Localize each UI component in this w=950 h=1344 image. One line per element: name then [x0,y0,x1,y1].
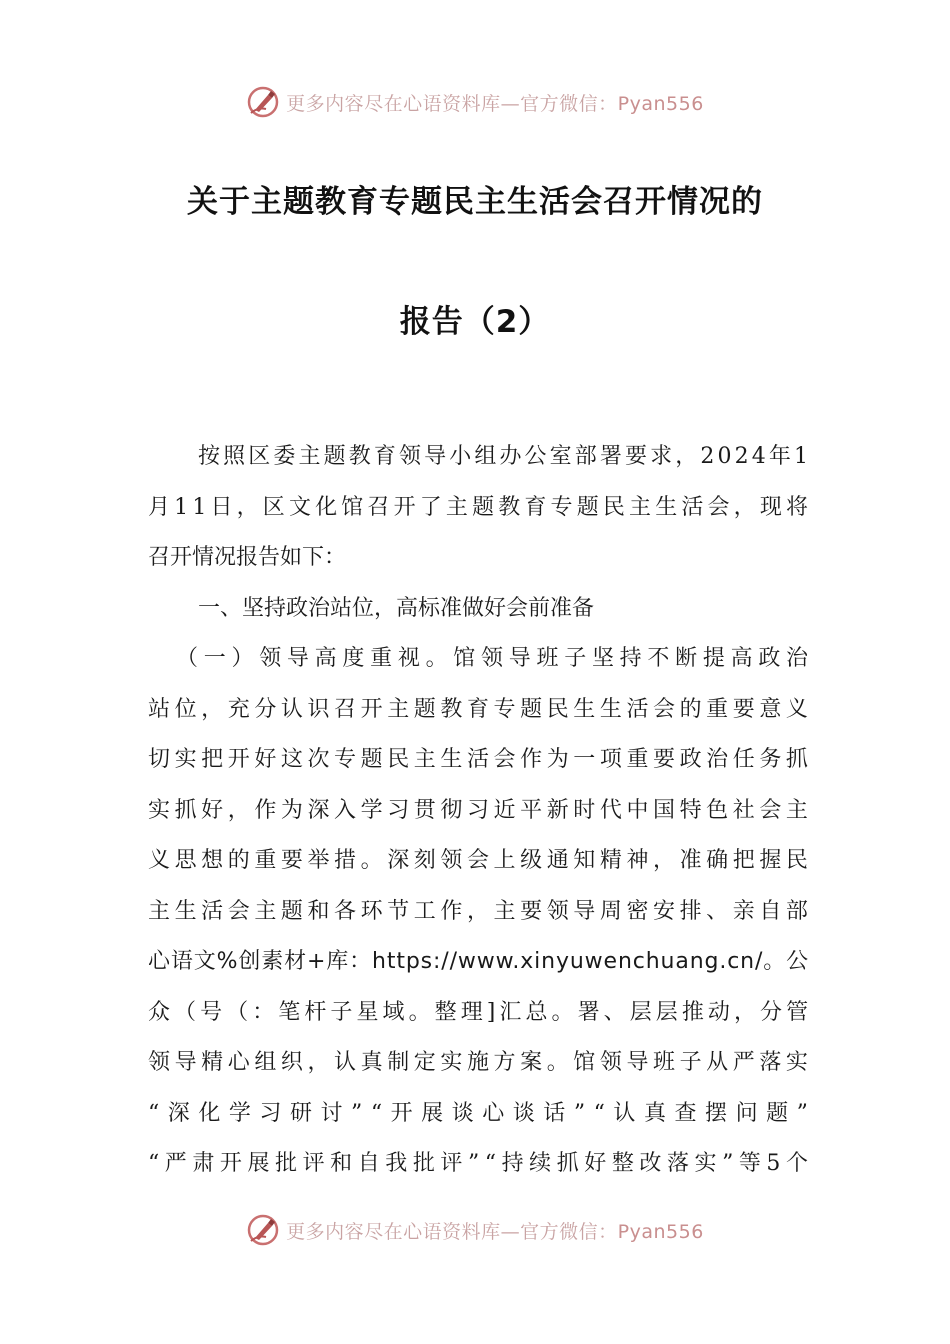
body-line [148,483,813,534]
pen-logo-icon [246,1213,280,1247]
body-line-text: 主生活会主题和各环节工作，主要领导周密安排、亲自部 [148,898,813,924]
body-line-with-link [148,937,808,988]
body-line-text: 心语文%创素材+库：https://www.xinyuwenchuang.cn/。公 [148,949,810,974]
section-heading [148,584,808,635]
body-line [148,432,812,483]
document-body [148,432,817,1190]
body-line-text: 众（号（：笔杆子星域。整理]汇总。署、层层推动，分管 [148,999,813,1025]
body-line [148,685,813,736]
watermark-text: 更多内容尽在心语资料库—官方微信：Pyan556 [286,1220,704,1243]
body-line-text: （一）领导高度重视。馆领导班子坚持不断提高政治 [176,646,814,671]
body-line-text: 月11日，区文化馆召开了主题教育专题民主生活会，现将 [148,494,813,520]
body-line [148,1089,817,1140]
document-title-line-2: 报告（2） [399,304,551,340]
body-line [148,988,813,1039]
header-watermark-banner [0,82,950,122]
document-title-line-1: 关于主题教育专题民主生活会召开情况的 [187,184,763,220]
body-line-text: “严肃开展批评和自我批评”“持续抓好整改落实”等5个 [148,1151,814,1176]
body-line [148,836,813,887]
body-line [148,1038,813,1089]
body-line [148,533,808,584]
body-line-text: 召开情况报告如下： [148,545,347,570]
body-line [148,634,814,685]
section-heading-text: 一、坚持政治站位，高标准做好会前准备 [198,595,595,621]
body-line-text: 实抓好，作为深入学习贯彻习近平新时代中国特色社会主 [148,797,813,823]
body-line-text: 站位，充分认识召开主题教育专题民生生活会的重要意义 [148,696,813,722]
body-line [148,887,813,938]
body-line-text: 按照区委主题教育领导小组办公室部署要求，2024年1 [198,444,812,469]
body-line [148,786,813,837]
body-line-text: 领导精心组织，认真制定实施方案。馆领导班子从严落实 [148,1050,813,1075]
body-line-text: 切实把开好这次专题民主生活会作为一项重要政治任务抓 [148,747,813,772]
footer-watermark-banner [0,1210,950,1250]
watermark-text: 更多内容尽在心语资料库—官方微信：Pyan556 [286,92,704,115]
body-line [148,735,813,786]
watermark-brand: Pyan556 [617,92,704,115]
body-line-text: 义思想的重要举措。深刻领会上级通知精神，准确把握民 [148,848,813,873]
body-line [148,1139,814,1190]
pen-logo-icon [246,85,280,119]
watermark-brand: Pyan556 [617,1220,704,1243]
body-line-text: “深化学习研讨”“开展谈心谈话”“认真查摆问题” [148,1100,817,1126]
